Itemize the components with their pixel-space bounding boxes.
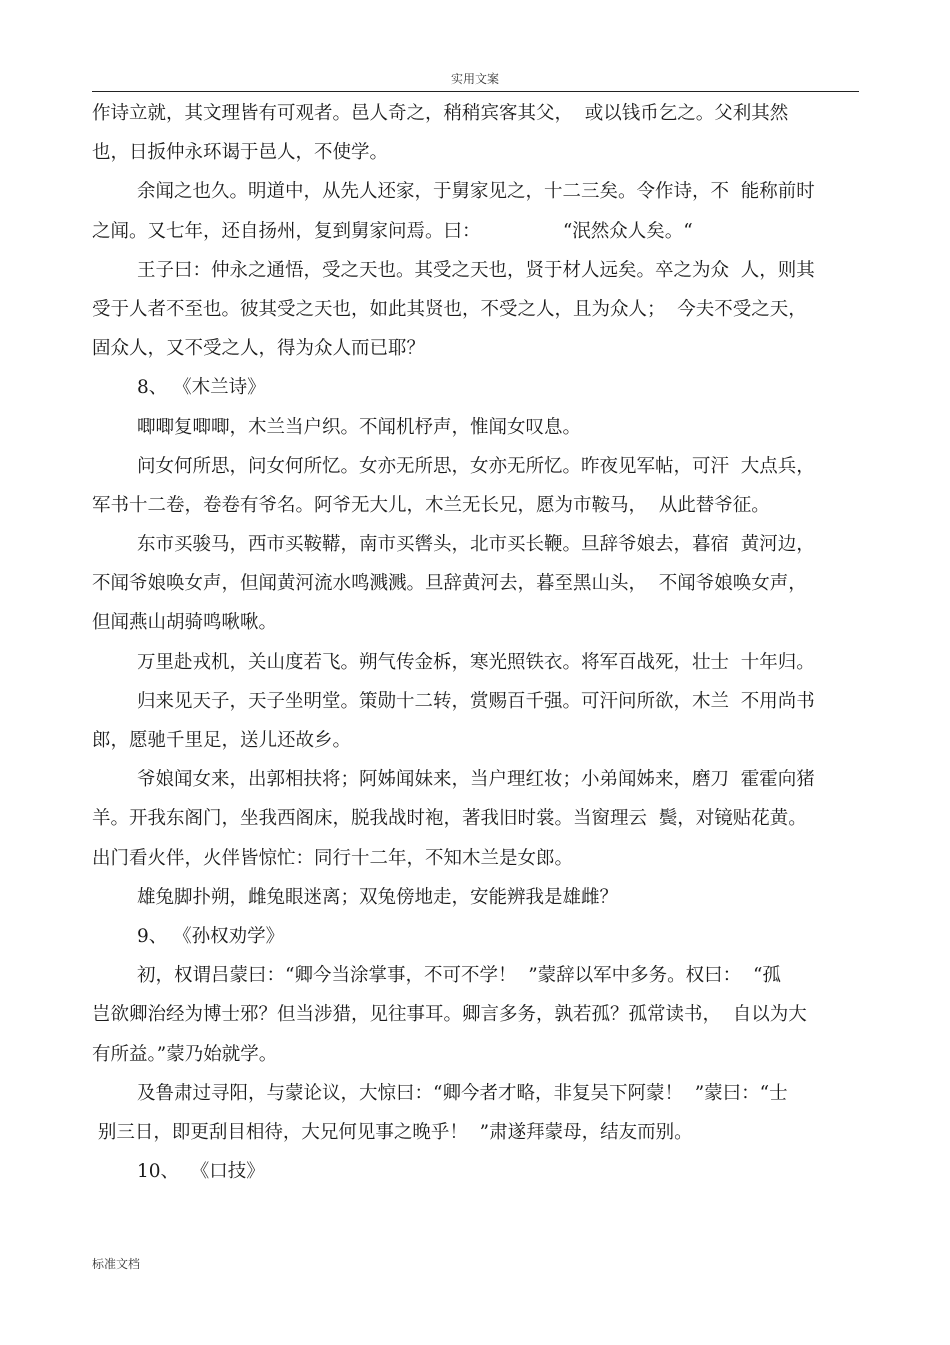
text-line: 作诗立就，其文理皆有可观者。邑人奇之，稍稍宾客其父， 或以钱币乞之。父利其然	[92, 103, 789, 124]
text-line: 余闻之也久。明道中，从先人还家，于舅家见之，十二三矣。令作诗，不 能称前时	[137, 181, 815, 203]
text-line: 雄兔脚扑朔，雌兔眼迷离；双兔傍地走，安能辨我是雄雌？	[137, 886, 619, 908]
text-line: 初，权谓吕蒙曰：“卿今当涂掌事，不可不学！ ”蒙辞以军中多务。权曰： “孤	[137, 965, 781, 987]
text-line: 万里赴戎机，关山度若飞。朔气传金柝，寒光照铁衣。将军百战死，壮士 十年归。	[137, 651, 815, 673]
text-line: 唧唧复唧唧，木兰当户织。不闻机杼声，惟闻女叹息。	[137, 416, 582, 438]
text-line: 但闻燕山胡骑鸣啾啾。	[92, 612, 278, 634]
text-line: 9、 《孙权劝学》	[137, 925, 285, 947]
text-line: 10、 《口技》	[137, 1161, 265, 1183]
text-line: 8、 《木兰诗》	[137, 377, 266, 399]
text-line: 及鲁肃过寻阳，与蒙论议，大惊曰：“卿今者才略，非复吴下阿蒙！ ”蒙曰：“士	[137, 1082, 788, 1104]
text-line: 郎，愿驰千里足，送儿还故乡。	[92, 730, 352, 751]
text-line: 问女何所思，问女何所忆。女亦无所思，女亦无所忆。昨夜见军帖，可汗 大点兵，	[137, 455, 815, 477]
text-line: 东市买骏马，西市买鞍鞯，南市买辔头，北市买长鞭。旦辞爷娘去，暮宿 黄河边，	[137, 534, 815, 556]
text-line: 别三日，即更刮目相待，大兄何见事之晚乎！ ”肃遂拜蒙母，结友而别。	[92, 1121, 693, 1143]
text-line: 之闻。又七年，还自扬州，复到舅家问焉。曰： “泯然众人矣。“	[92, 220, 693, 242]
text-line: 也，日扳仲永环谒于邑人，不使学。	[92, 142, 389, 164]
text-line: 固众人，又不受之人，得为众人而已耶？	[92, 338, 426, 360]
text-line: 不闻爷娘唤女声，但闻黄河流水鸣溅溅。旦辞黄河去，暮至黑山头， 不闻爷娘唤女声，	[92, 573, 807, 595]
text-line: 羊。开我东阁门，坐我西阁床，脱我战时袍，著我旧时裳。当窗理云 鬓，对镜贴花黄。	[92, 808, 807, 830]
text-line: 军书十二卷，卷卷有爷名。阿爷无大儿，木兰无长兄，愿为市鞍马， 从此替爷征。	[92, 494, 770, 516]
text-line: 王子曰：仲永之通悟，受之天也。其受之天也，贤于材人远矣。卒之为众 人，则其	[137, 259, 815, 281]
text-line: 爷娘闻女来，出郭相扶将；阿姊闻妹来，当户理红妆；小弟闻姊来，磨刀 霍霍向猪	[137, 769, 815, 791]
header-rule	[92, 91, 859, 92]
text-line: 出门看火伴，火伴皆惊忙：同行十二年，不知木兰是女郎。	[92, 847, 574, 869]
text-line: 岂欲卿治经为博士邪？但当涉猎，见往事耳。卿言多务，孰若孤？孤常读书， 自以为大	[92, 1004, 807, 1026]
page-footer: 标准文档	[92, 1257, 141, 1271]
text-line: 归来见天子，天子坐明堂。策勋十二转，赏赐百千强。可汗问所欲，木兰 不用尚书	[137, 690, 815, 712]
page-header: 实用文案	[450, 72, 499, 86]
text-line: 受于人者不至也。彼其受之天也，如此其贤也，不受之人，且为众人； 今夫不受之天，	[92, 298, 807, 320]
text-line: 有所益。”蒙乃始就学。	[92, 1043, 278, 1065]
document-body	[92, 94, 867, 1191]
